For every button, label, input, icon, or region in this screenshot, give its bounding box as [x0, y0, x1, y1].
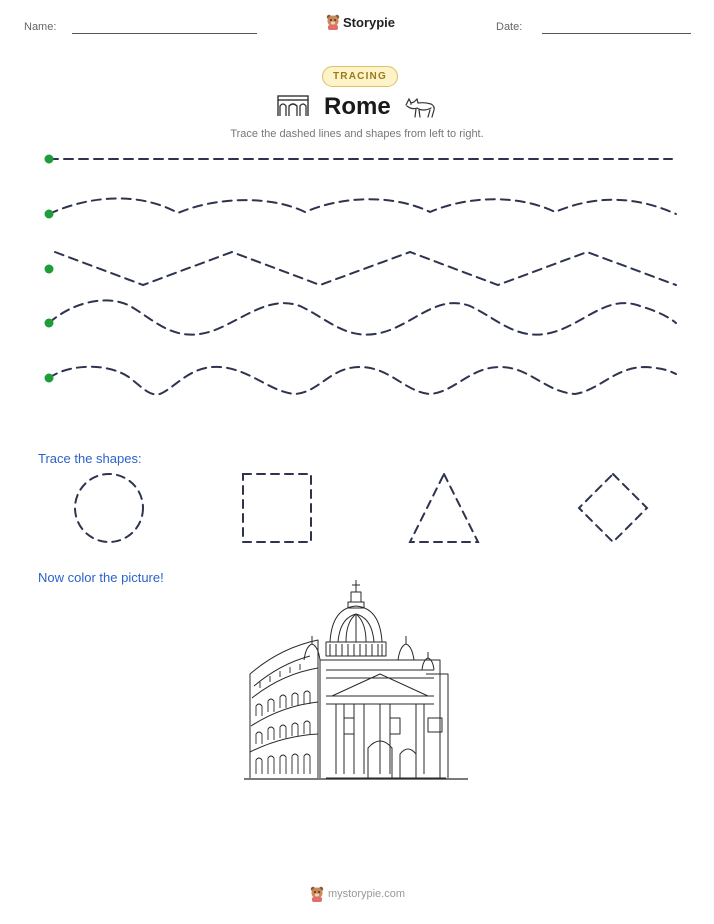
shapes-heading: Trace the shapes: — [38, 451, 142, 466]
page-title: Rome — [324, 93, 391, 120]
tracing-line-zigzag[interactable] — [55, 252, 676, 285]
she-wolf-icon — [403, 93, 437, 119]
start-dot — [45, 374, 54, 383]
start-dot — [45, 210, 54, 219]
shape-triangle[interactable] — [410, 474, 478, 542]
date-line[interactable] — [542, 33, 691, 34]
tracing-shapes — [0, 465, 714, 555]
name-line[interactable] — [72, 33, 257, 34]
shape-diamond[interactable] — [579, 474, 647, 542]
brand-logo — [326, 14, 395, 30]
aqueduct-icon — [277, 95, 309, 117]
tracing-badge: TRACING — [322, 66, 398, 87]
bear-mascot-icon — [310, 886, 324, 902]
shape-circle[interactable] — [75, 474, 143, 542]
name-label: Name: — [24, 21, 57, 33]
colosseum-drawing — [250, 640, 318, 778]
basilica-drawing — [304, 580, 448, 778]
tracing-line-wave[interactable] — [49, 300, 676, 334]
color-heading: Now color the picture! — [38, 570, 164, 585]
start-dot — [45, 265, 54, 274]
brand-name: Storypie — [343, 14, 396, 30]
tracing-lines — [0, 140, 714, 400]
bear-mascot-icon — [326, 14, 340, 30]
instructions: Trace the dashed lines and shapes from left to right. — [230, 128, 484, 140]
tracing-line-gentle-wave[interactable] — [49, 198, 676, 214]
footer — [310, 886, 405, 902]
start-dot — [45, 319, 54, 328]
tracing-line-curvy-wave[interactable] — [49, 367, 676, 395]
shape-square[interactable] — [243, 474, 311, 542]
footer-url[interactable]: mystorypie.com — [328, 888, 406, 900]
start-dot — [45, 155, 54, 164]
coloring-picture[interactable] — [240, 578, 472, 784]
date-label: Date: — [496, 21, 523, 33]
